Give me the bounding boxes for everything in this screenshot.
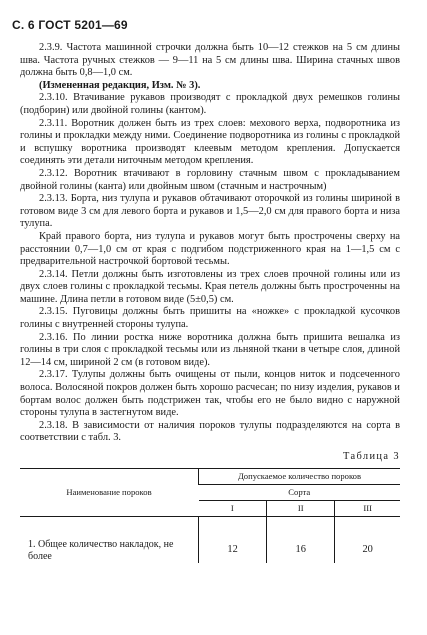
defect-name: 1. Общее количество накладок, не более <box>28 538 174 562</box>
column-defect-name: Наименование пороков <box>20 468 199 516</box>
paragraph-2-3-17: 2.3.17. Тулупы должны быть очищены от пыли, концов ниток и подсеченного волоса. Волосяной покров должен быть хорошо расчесан; по низу изделия, рукавов и бортам волос должен быть подстрижен так, чтобы его не было видно с наружной стороны тулупа в застегнутом виде. <box>20 369 400 419</box>
paragraph-2-3-15: 2.3.15. Пуговицы должны быть пришиты на «ножке» с прокладкой кусочков голины с внутренней стороны тулупа. <box>20 306 400 331</box>
paragraph-2-3-13-cont: Край правого борта, низ тулупа и рукавов могут быть прострочены сверху на расстоянии 0,7—1,0 см от края с подгибом подстриженного края на 1—1,5 см с предварительной настрочкой бортовой тесьмы. <box>20 230 400 268</box>
grade-3-value: 20 <box>335 516 400 563</box>
column-grades: Сорта <box>199 484 401 500</box>
grade-1-header: I <box>199 500 267 516</box>
table-row <box>20 516 400 563</box>
paragraph-2-3-13: 2.3.13. Борта, низ тулупа и рукавов обтачивают оторочкой из голины шириной в готовом виде 3 см для левого борта и рукавов и 1,5—2,0 см для правого борта и низа тулупа. <box>20 193 400 230</box>
paragraph-2-3-16: 2.3.16. По линии ростка ниже воротника должна быть пришита вешалка из голины в три слоя с прокладкой тесьмы или из льняной ткани в четыре слоя, длиной 12—14 см, шириной 2 см (в готовом виде). <box>20 331 400 368</box>
paragraph-2-3-10: 2.3.10. Втачивание рукавов производят с прокладкой двух ремешков голины (подборин) или двойной голины (кантом). <box>20 92 400 116</box>
document-body <box>20 42 400 563</box>
paragraph-2-3-11: 2.3.11. Воротник должен быть из трех слоев: мехового верха, подворотника из голины и прокладки между ними. Соединение подворотника из голины с прокладкой и вспушку воротника производят клеевым методом крепления. Допускается соединять эти детали ниточным методом крепления. <box>20 117 400 167</box>
grade-2-header: II <box>267 500 335 516</box>
page-header: С. 6 ГОСТ 5201—69 <box>12 18 128 32</box>
paragraph-2-3-18: 2.3.18. В зависимости от наличия пороков тулупы подразделяются на сорта в соответствии с табл. 3. <box>20 419 400 444</box>
column-group-allowed: Допускаемое количество пороков <box>199 468 401 484</box>
paragraph-2-3-14: 2.3.14. Петли должны быть изготовлены из трех слоев прочной голины или из двух слоев голины с прокладкой тесьмы. Края петель должны быть простроченны на машине. Длина петли в готовом виде (5±0,5) см. <box>20 268 400 305</box>
paragraph-2-3-12: 2.3.12. Воротник втачивают в горловину стачным швом с прокладыванием двойной голины (канта) или двойным швом (стачным и настрочным) <box>20 167 400 192</box>
amendment-note: (Измененная редакция, Изм. № 3). <box>39 79 201 91</box>
grade-1-value: 12 <box>199 516 267 563</box>
defects-table <box>20 468 400 563</box>
table-caption: Таблица 3 <box>342 451 400 462</box>
grade-2-value: 16 <box>267 516 335 563</box>
paragraph-2-3-9: 2.3.9. Частота машинной строчки должна быть 10—12 стежков на 5 см длины шва. Частота ручных стежков — 9—11 на 5 см длины шва. Ширина стачных швов должна быть 0,8—1,0 см. <box>20 42 400 79</box>
grade-3-header: III <box>335 500 400 516</box>
